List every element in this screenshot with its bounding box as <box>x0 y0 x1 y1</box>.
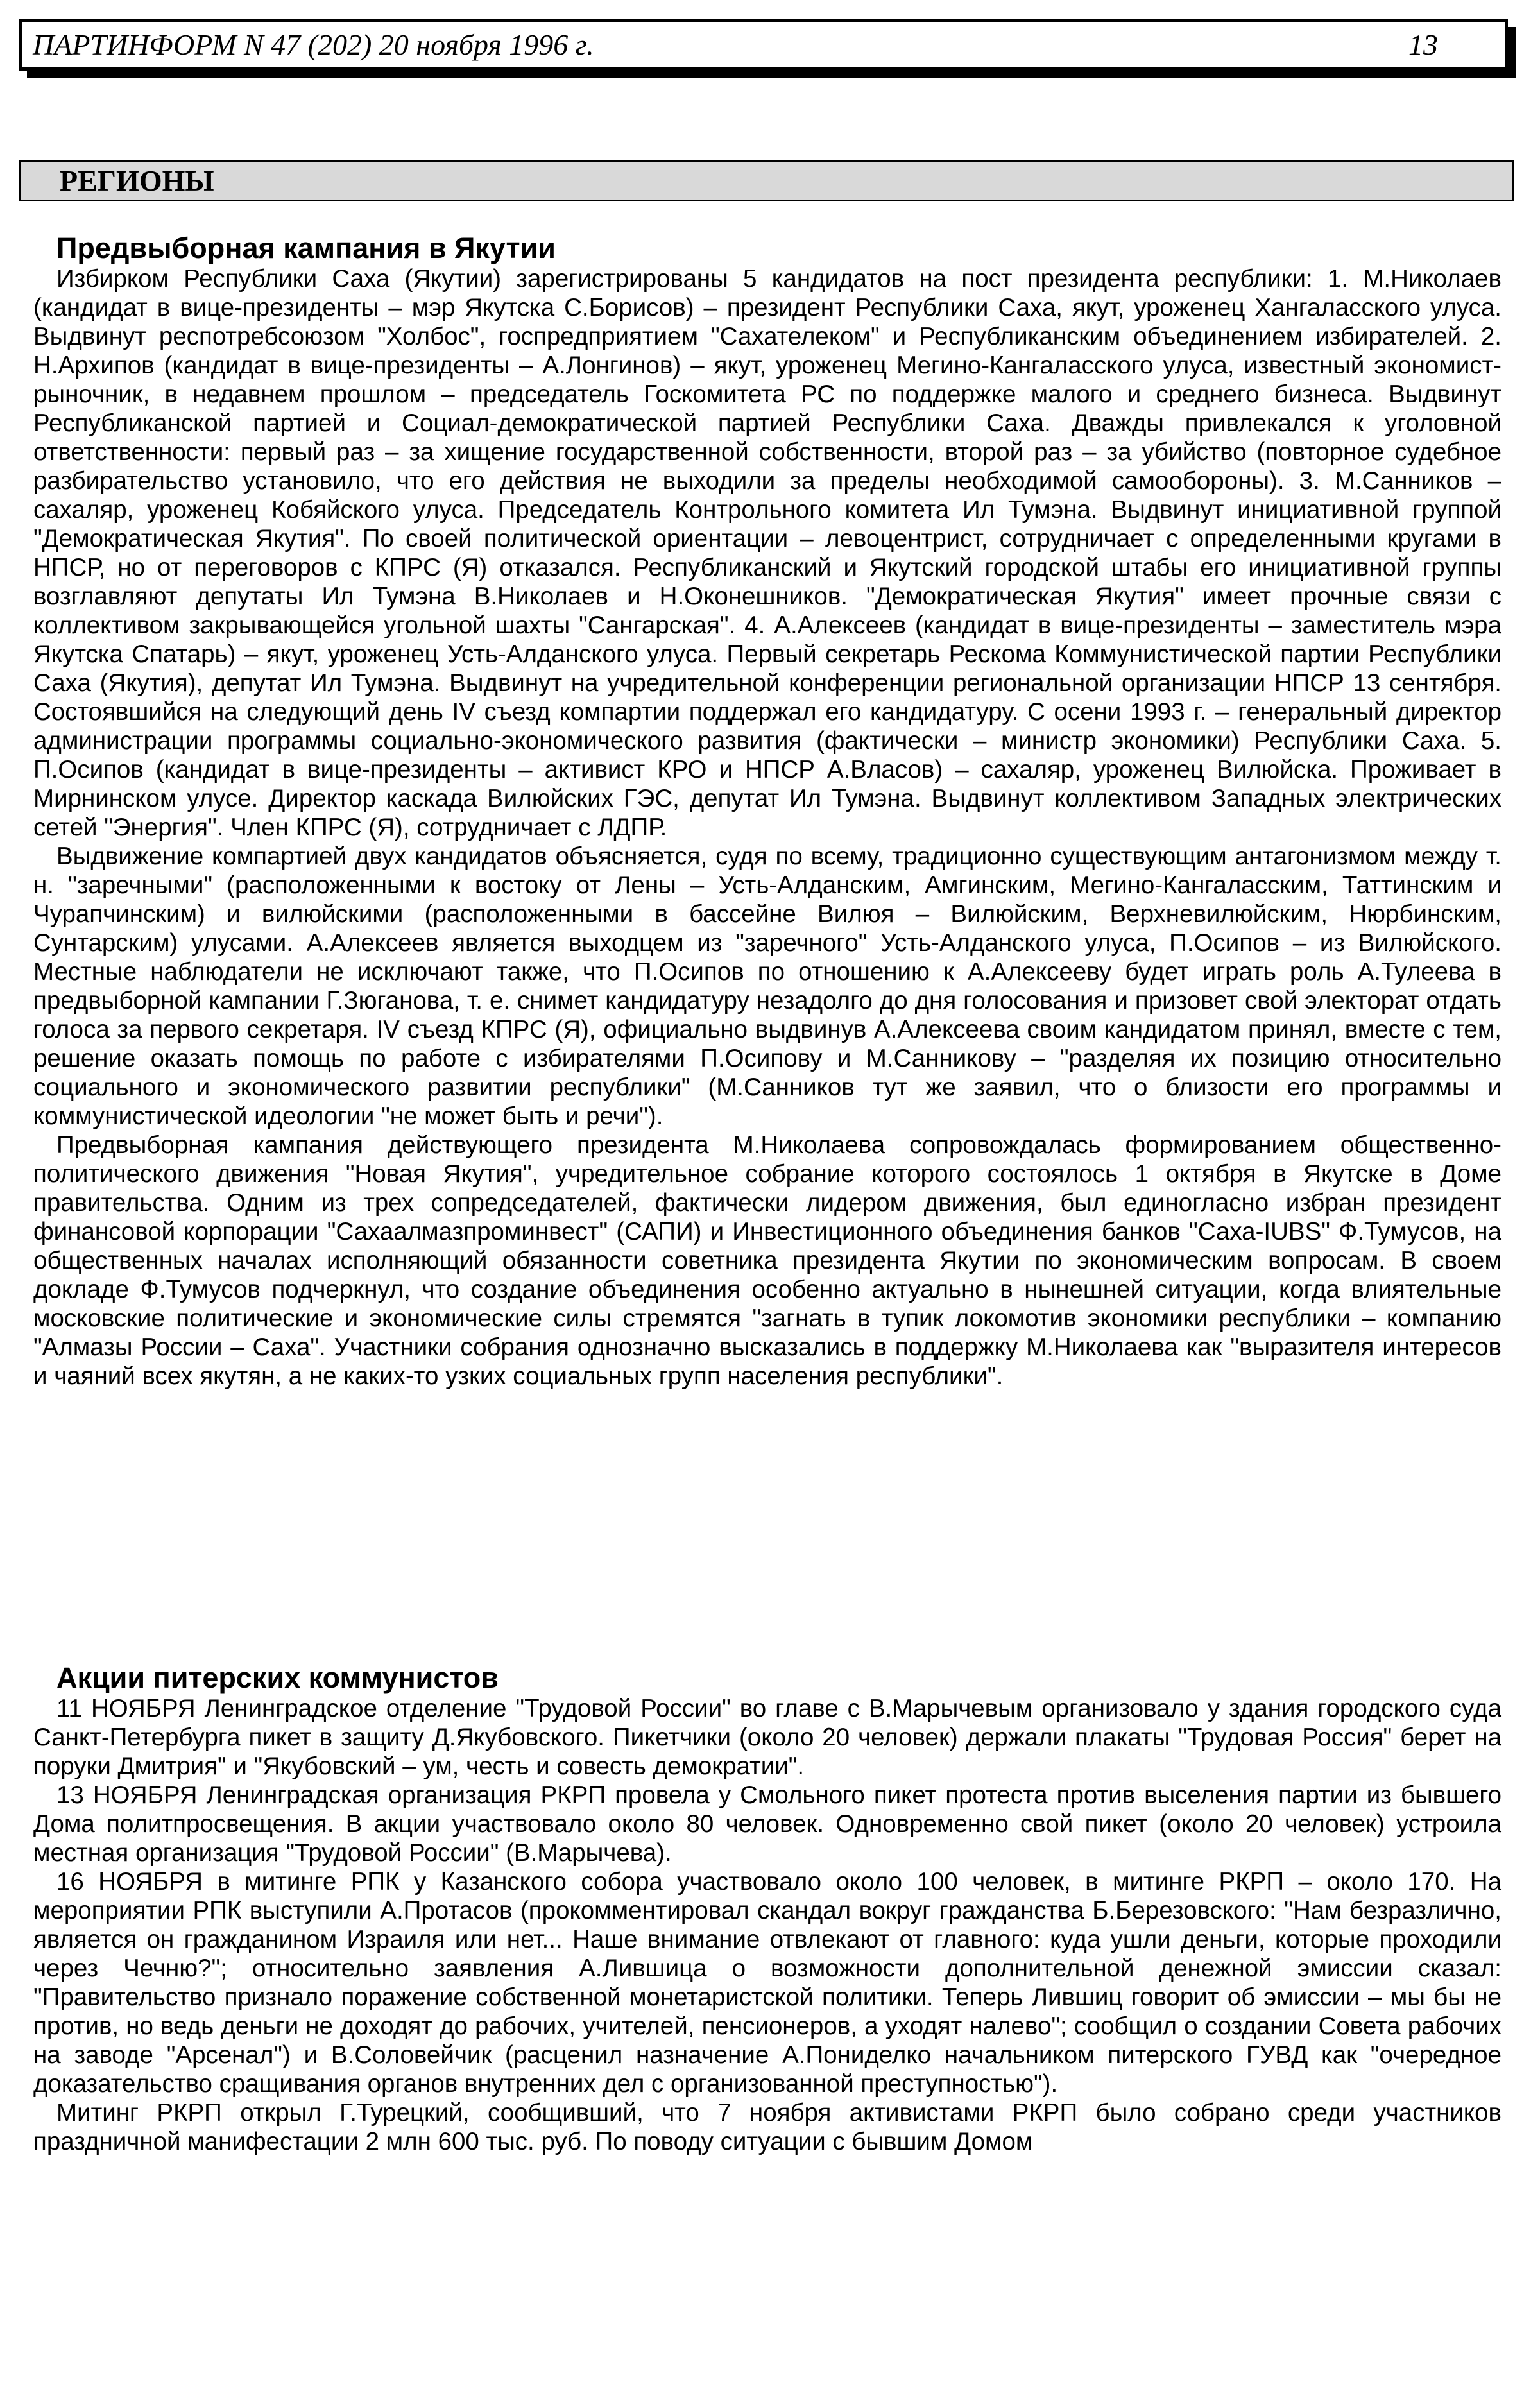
article-paragraph: Выдвижение компартией двух кандидатов объясняется, судя по всему, традиционно существующим антагонизмом между т. н. "заречными" (расположенными к востоку от Лены – Усть-Алданским, Амгинским, Мегино-Кангаласским, Таттинским и Чурапчинским) и вилюйскими (расположенными в бассейне Вилюя – Вилюйским, Верхневилюйским, Нюрбинским, Сунтарским) улусами. А.Алексеев является выходцем из "заречного" Усть-Алданского улуса, П.Осипов – из Вилюйского. Местные наблюдатели не исключают также, что П.Осипов по отношению к А.Алексееву будет играть роль А.Тулеева в предвыборной кампании Г.Зюганова, т. е. снимет кандидатуру незадолго до дня голосования и призовет свой электорат отдать голоса за первого секретаря. IV съезд КПРС (Я), официально выдвинув А.Алексеева своим кандидатом принял, вместе с тем, решение оказать помощь по работе с избирателями П.Осипову и М.Санникову – "разделяя их позицию относительно социального и экономического развитии республики" (М.Санников тут же заявил, что о близости его программы и коммунистической идеологии "не может быть и речи"). <box>33 843 1502 1130</box>
article-paragraph: 13 НОЯБРЯ Ленинградская организация РКРП провела у Смольного пикет протеста против выселения партии из бывшего Дома политпросвещения. В акции участвовало около 80 человек. Одновременно свой пикет (около 20 человек) устроила местная организация "Трудовой России" (В.Марычева). <box>33 1781 1502 1867</box>
article-paragraph: 11 НОЯБРЯ Ленинградское отделение "Трудовой России" во главе с В.Марычевым организовало у здания городского суда Санкт-Петербурга пикет в защиту Д.Якубовского. Пикетчики (около 20 человек) держали плакаты "Трудовая Россия" берет на поруки Дмитрия" и "Якубовский – ум, честь и совесть демократии". <box>33 1695 1502 1780</box>
article-paragraph: Митинг РКРП открыл Г.Турецкий, сообщивший, что 7 ноября активистами РКРП было собрано среди участников праздничной манифестации 2 млн 600 тыс. руб. По поводу ситуации с бывшим Домом <box>33 2099 1502 2155</box>
article-paragraph: Предвыборная кампания действующего президента М.Николаева сопровождалась формированием общественно-политического движения "Новая Якутия", учредительное собрание которого состоялось 1 октября в Якутске в Доме правительства. Одним из трех сопредседателей, фактически лидером движения, был единогласно избран президент финансовой корпорации "Сахаалмазпроминвест" (САПИ) и Инвестиционного объединения банков "Саха-IUBS" Ф.Тумусов, на общественных началах исполняющий обязанности советника президента Якутии по экономическим вопросам. В своем докладе Ф.Тумусов подчеркнул, что создание объединения особенно актуально в нынешней ситуации, когда влиятельные московские политические и экономические силы стремятся "загнать в тупик локомотив экономики республики – компанию "Алмазы России – Саха". Участники собрания однозначно высказались в поддержку М.Николаева как "выразителя интересов и чаяний всех якутян, а не каких-то узких социальных групп населения республики". <box>33 1131 1502 1390</box>
section-heading: РЕГИОНЫ <box>19 160 1514 201</box>
article-paragraph: 16 НОЯБРЯ в митинге РПК у Казанского собора участвовало около 100 человек, в митинге РКРП – около 170. На мероприятии РПК выступили А.Протасов (прокомментировал скандал вокруг гражданства Б.Березовского: "Нам безразлично, является он гражданином Израиля или нет... Наше внимание отвлекают от главного: куда ушли деньги, которые проходили через Чечню?"; относительно заявления А.Лившица о возможности дополнительной денежной эмиссии сказал: "Правительство признало поражение собственной монетаристской политики. Теперь Лившиц говорит об эмиссии – мы бы не против, но ведь деньги не доходят до рабочих, учителей, пенсионеров, а уходят налево"; сообщил о создании Совета рабочих на заводе "Арсенал") и В.Соловейчик (расценил назначение А.Пониделко начальником питерского ГУВД как "очередное доказательство сращивания органов внутренних дел с организованной преступностью"). <box>33 1868 1502 2098</box>
article-paragraph: Избирком Республики Саха (Якутии) зарегистрированы 5 кандидатов на пост президента республики: 1. М.Николаев (кандидат в вице-президенты – мэр Якутска С.Борисов) – президент Республики Саха, якут, уроженец Хангаласского улуса. Выдвинут респотребсоюзом "Холбос", госпредприятием "Сахателеком" и Республиканским объединением избирателей. 2. Н.Архипов (кандидат в вице-президенты – А.Лонгинов) – якут, уроженец Мегино-Кангаласского улуса, известный экономист-рыночник, в недавнем прошлом – председатель Госкомитета РС по поддержке малого и среднего бизнеса. Выдвинут Республиканской партией и Социал-демократической партией Республики Саха. Дважды привлекался к уголовной ответственности: первый раз – за хищение государственной собственности, второй раз – за убийство (повторное судебное разбирательство установило, что его действия не выходили за пределы необходимой самообороны). 3. М.Санников – сахаляр, уроженец Кобяйского улуса. Председатель Контрольного комитета Ил Тумэна. Выдвинут инициативной группой "Демократическая Якутия". По своей политической ориентации – левоцентрист, сотрудничает с определенными кругами в НПСР, но от переговоров с КПРС (Я) отказался. Республиканский и Якутский городской штабы его инициативной группы возглавляют депутаты Ил Тумэна В.Николаев и Н.Оконешников. "Демократическая Якутия" имеет прочные связи с коллективом закрывающейся угольной шахты "Сангарская". 4. А.Алексеев (кандидат в вице-президенты – заместитель мэра Якутска Спатарь) – якут, уроженец Усть-Алданского улуса. Первый секретарь Рескома Коммунистической партии Республики Саха (Якутия), депутат Ил Тумэна. Выдвинут на учредительной конференции региональной организации НПСР 13 сентября. Состоявшийся на следующий день IV съезд компартии поддержал его кандидатуру. С осени 1993 г. – генеральный директор администрации программы социально-экономического развития (фактически – министр экономики) Республики Саха. 5. П.Осипов (кандидат в вице-президенты – активист КРО и НПСР А.Власов) – сахаляр, уроженец Вилюйска. Проживает в Мирнинском улусе. Директор каскада Вилюйских ГЭС, депутат Ил Тумэна. Выдвинут коллективом Западных электрических сетей "Энергия". Член КПРС (Я), сотрудничает с ЛДПР. <box>33 265 1502 841</box>
article-petersburg-communists <box>33 1662 1502 2156</box>
article-title: Акции питерских коммунистов <box>56 1661 499 1694</box>
page-number: 13 <box>1408 28 1438 61</box>
masthead <box>19 19 1508 71</box>
publication-title: ПАРТИНФОРМ N 47 (202) 20 ноября 1996 г. <box>33 28 594 61</box>
article-title: Предвыборная кампания в Якутии <box>56 232 556 264</box>
article-yakutia-campaign <box>33 232 1502 1391</box>
